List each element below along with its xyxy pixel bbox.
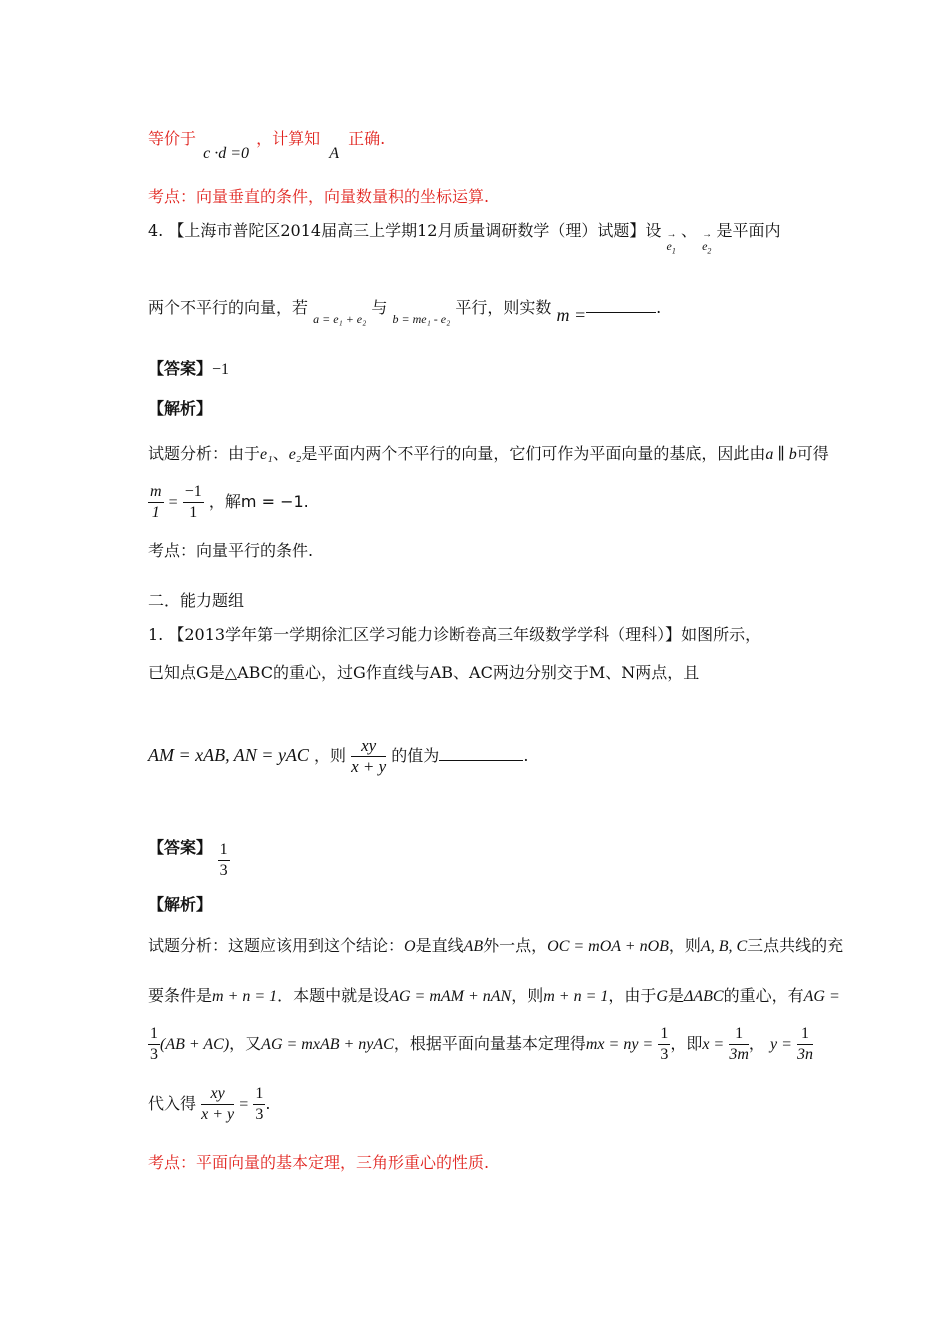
p1-kaodian: 考点：平面向量的基本定理，三角形重心的性质. (148, 1153, 490, 1172)
p1-an-l1a: 试题分析：这题应该用到这个结论： (148, 936, 405, 955)
section-2-title: 二．能力题组 (148, 591, 245, 610)
p1-tail: 的值为 (391, 746, 440, 765)
q4-answer-value: −1 (212, 361, 230, 378)
s1-letter: A (329, 145, 339, 162)
p1-an-l1b: 是直线 (415, 936, 464, 955)
p1-an-l3f: $\frac{1}{3}$ (660, 1025, 669, 1063)
p1-an-l3eq2: mx = ny = (585, 1036, 654, 1053)
s1-prefix: 等价于 (148, 129, 197, 148)
p1-an-l4a: 代入得 (148, 1094, 197, 1113)
q4-line2-prefix: 两个不平行的向量，若 (148, 298, 309, 317)
q4-kaodian: 考点：向量平行的条件. (148, 541, 314, 560)
p1-an-l2eq3: m + n = 1 (543, 988, 609, 1005)
q4-line2 (148, 296, 662, 326)
p1-an-line1 (148, 935, 843, 958)
q4-period: . (656, 298, 662, 317)
p1-then: ，则 (314, 746, 347, 765)
q4-an-e1: e₁ (260, 446, 273, 463)
p1-answer (148, 840, 230, 881)
q4-an-2b: ，解m = −1. (208, 492, 309, 511)
p1-an-l2f: 的重心，有 (723, 986, 804, 1005)
p1-an-ABC: A, B, C (700, 938, 748, 955)
q4-an-1a: 试题分析：由于 (148, 444, 261, 463)
q4-a-expr: a = e₁ + e₂ (313, 312, 367, 326)
p1-an-l4end: . (265, 1094, 271, 1113)
p1-an-G: G (656, 988, 668, 1005)
q4-an-1c: 可得 (796, 444, 829, 463)
q4-parallel: 平行，则实数 (455, 298, 552, 317)
s1-line (148, 128, 386, 162)
p1-an-tri: ΔABC (683, 988, 724, 1005)
p1-an-l4frac: $\frac{xy}{x + y}$ (201, 1085, 235, 1123)
s1-comma: ，计算知 (256, 129, 321, 148)
q4-sep: 、 (680, 221, 697, 240)
q4-an-e2: e₂ (288, 446, 302, 463)
p1-an-O: O (404, 938, 416, 955)
q4-line1 (148, 220, 781, 256)
q4-e1: → $e_1$ (667, 235, 676, 262)
q4-frac2: $\frac{-1}{1}$ (184, 483, 202, 521)
s1-suffix: 正确. (348, 129, 386, 148)
p1-an-l1e: 三点共线的充 (747, 936, 844, 955)
p1-an-l2e: 是 (667, 986, 684, 1005)
p1-an-l3comma: ， (748, 1034, 765, 1053)
q4-an-1b: 是平面内两个不平行的向量，它们可作为平面向量的基底，因此由 (301, 444, 766, 463)
q4-blank (586, 312, 656, 313)
p1-an-l2b: ．本题中就是设 (277, 986, 390, 1005)
p1-an-l1c: 外一点， (483, 936, 548, 955)
q4-eq: = (168, 494, 178, 511)
q4-an-par: a ∥ b (765, 446, 797, 463)
p1-frac: $\frac{xy}{x + y}$ (351, 736, 387, 776)
p1-line3 (148, 736, 528, 777)
p1-an-l1eq: OC = mOA + nOB (547, 938, 669, 955)
p1-an-l2d: ，由于 (608, 986, 657, 1005)
p1-answer-label: 【答案】 (148, 838, 213, 857)
q4-an-sep: 、 (272, 444, 289, 463)
q4-title: 4. 【上海市普陀区2014届高三上学期12月质量调研数学（理）试题】设 (148, 221, 662, 240)
p1-an-l2a: 要条件是 (148, 986, 213, 1005)
q4-m-eq: m = (556, 305, 587, 325)
q4-b-expr: b = me₁ - e₂ (392, 312, 451, 326)
q4-analysis-line1 (148, 443, 829, 466)
p1-an-l3y: y = (770, 1036, 792, 1053)
p1-an-l2eq1: m + n = 1 (212, 988, 278, 1005)
p1-an-l2eq4: AG = (803, 988, 840, 1005)
p1-an-AB: AB (463, 938, 484, 955)
q4-answer-label: 【答案】 (148, 359, 213, 378)
p1-an-line4 (148, 1084, 270, 1125)
p1-an-l2c: ，则 (511, 986, 544, 1005)
p1-period: . (523, 746, 529, 765)
p1-analysis-label: 【解析】 (148, 895, 213, 914)
p1-an-l3xf: $\frac{1}{3m}$ (729, 1025, 749, 1063)
q4-analysis-label: 【解析】 (148, 399, 213, 418)
p1-an-l3b: ，又 (229, 1034, 262, 1053)
p1-an-l3eq: AG = mxAB + nyAC (261, 1036, 394, 1053)
p1-an-line3 (148, 1024, 813, 1065)
p1-an-l2eq2: AG = mAM + nAN (389, 988, 512, 1005)
p1-answer-frac: $\frac{1}{3}$ (219, 841, 228, 879)
p1-an-l4rfrac: $\frac{1}{3}$ (255, 1085, 264, 1123)
p1-line1: 1. 【2013学年第一学期徐汇区学习能力诊断卷高三年级数学学科（理科）】如图所示， (148, 625, 762, 644)
q4-tail1: 是平面内 (716, 221, 781, 240)
q4-analysis-line2 (148, 482, 309, 523)
q4-e2: → $e_2$ (702, 235, 711, 262)
p1-an-l1d: ，则 (668, 936, 701, 955)
p1-line2: 已知点G是△ABC的重心，过G作直线与AB、AC两边分别交于M、N两点，且 (148, 663, 700, 682)
q4-yu: 与 (371, 298, 388, 317)
p1-an-line2 (148, 985, 840, 1008)
s1-math: c ·d =0 (203, 145, 250, 162)
p1-blank (439, 760, 523, 761)
q4-answer (148, 358, 229, 381)
p1-an-l3yf: $\frac{1}{3n}$ (797, 1025, 813, 1063)
s1-kaodian: 考点：向量垂直的条件，向量数量积的坐标运算. (148, 187, 490, 206)
p1-an-l3x: x = (702, 1036, 725, 1053)
q4-frac1: $\frac{m}{1}$ (150, 483, 162, 521)
p1-an-l3d: ，即 (670, 1034, 703, 1053)
p1-an-l3a: (AB + AC) (160, 1036, 230, 1053)
p1-eq: AM = xAB, AN = yAC (148, 745, 309, 765)
p1-an-l4eq: = (239, 1096, 249, 1113)
p1-an-l3c: ，根据平面向量基本定理得 (393, 1034, 586, 1053)
p1-an-l3frac: $\frac{1}{3}$ (150, 1025, 158, 1063)
